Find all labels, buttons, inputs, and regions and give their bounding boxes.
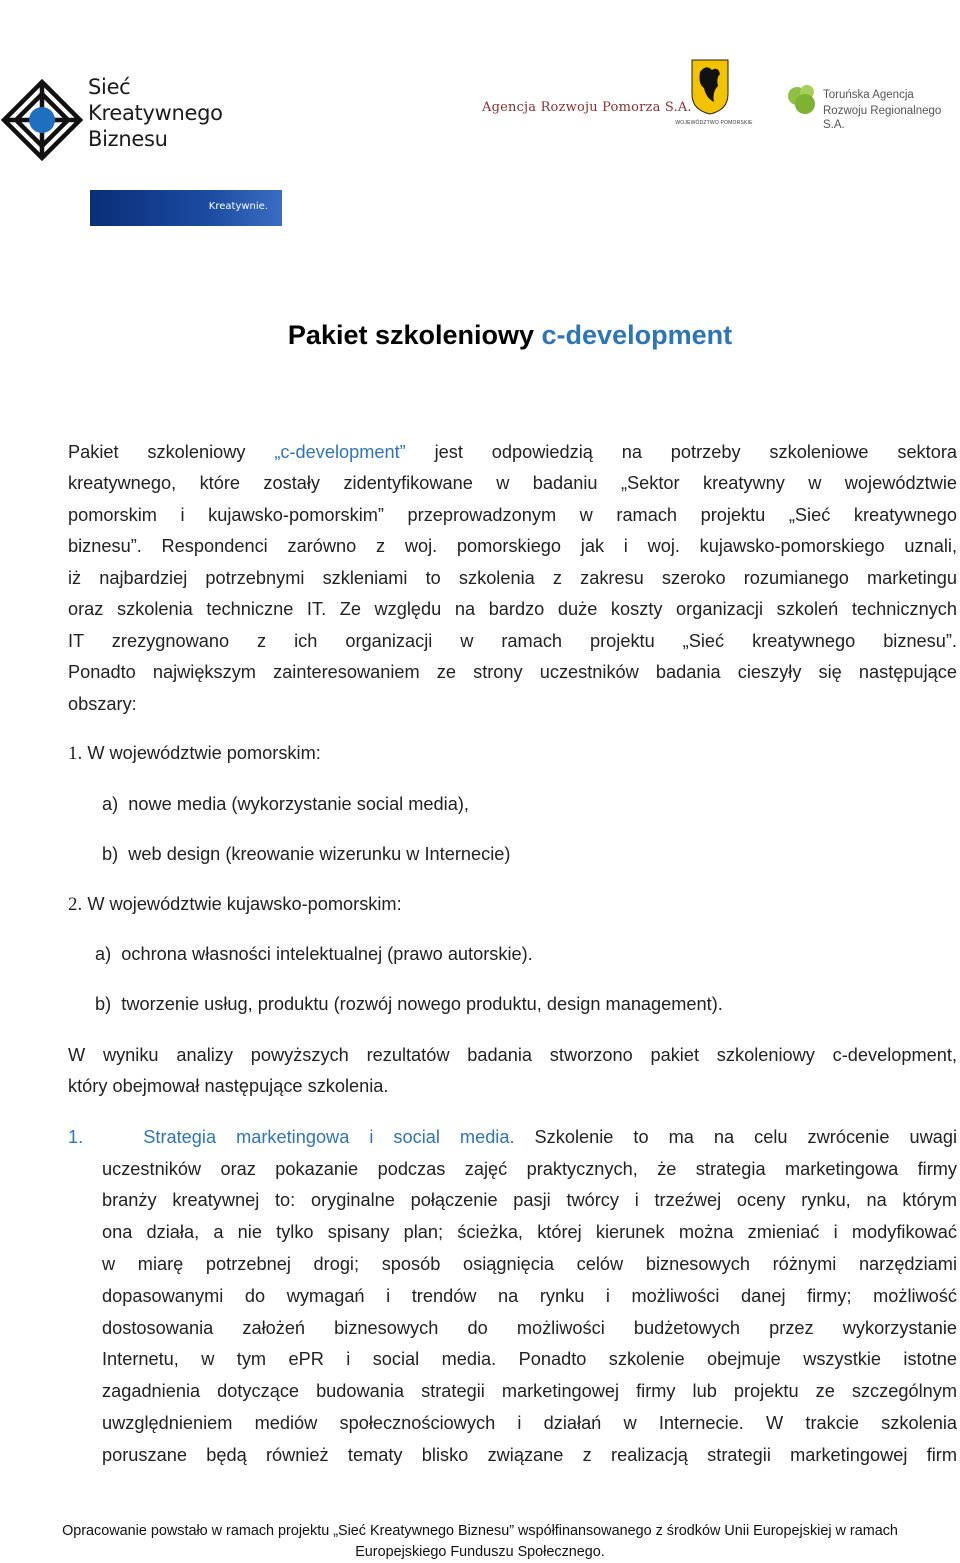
training-line: poruszane będą również tematy blisko związane z realizacją strategii marketingowej firm bbox=[102, 1445, 957, 1465]
intro-line: obszary: bbox=[68, 694, 137, 714]
region-heading-text: W województwie pomorskim: bbox=[87, 743, 321, 763]
training-number: 1. bbox=[68, 1127, 84, 1147]
intro-text: jest odpowiedzią na potrzeby szkoleniowe sektora bbox=[405, 442, 957, 462]
intro-line: Ponadto największym zainteresowaniem ze strony uczestników badania cieszyły się następujące bbox=[68, 662, 957, 682]
summary-line: który obejmował następujące szkolenia. bbox=[68, 1076, 389, 1096]
training-line: Internetu, w tym ePR i social media. Ponadto szkolenie obejmuje wszystkie istotne bbox=[102, 1349, 957, 1369]
region-item bbox=[102, 792, 960, 816]
kreatywnie-banner bbox=[90, 190, 282, 226]
tarr-logo-line2: Rozwoju Regionalnego S.A. bbox=[823, 105, 942, 131]
intro-line: oraz szkolenia techniczne IT. Ze względu na bardzo duże koszty organizacji szkoleń technicznych bbox=[68, 599, 957, 619]
intro-text: Pakiet szkoleniowy bbox=[68, 442, 275, 462]
region-item bbox=[102, 842, 960, 866]
region-heading bbox=[68, 892, 957, 917]
training-first-line bbox=[68, 1125, 957, 1149]
training-line: zagadnienia dotyczące budowania strategii marketingowej firmy lub projektu ze szczególnym bbox=[102, 1381, 957, 1401]
kreatywnie-tag: Kreatywnie. bbox=[208, 201, 268, 212]
tarr-logo-line1: Toruńska Agencja bbox=[823, 89, 914, 101]
training-line: ona działa, a nie tylko spisany plan; ścieżka, której kierunek można zmieniać i modyfikować bbox=[102, 1222, 957, 1242]
griffin-crest-icon bbox=[690, 58, 730, 116]
siec-logo-line1: Sieć bbox=[88, 75, 131, 99]
item-letter: a) bbox=[102, 794, 119, 814]
intro-line bbox=[68, 440, 957, 464]
siec-logo-line3: Biznesu bbox=[88, 127, 168, 151]
page-title bbox=[0, 320, 960, 351]
summary-line: W wyniku analizy powyższych rezultatów badania stworzono pakiet szkoleniowy c-development, bbox=[68, 1045, 957, 1065]
region-item bbox=[95, 942, 960, 966]
training-line: dopasowanymi do wymagań i trendów na rynku i możliwości danej firmy; możliwość bbox=[102, 1286, 957, 1306]
region-number: 1. bbox=[68, 743, 83, 764]
training-text: Szkolenie to ma na celu zwrócenie uwagi bbox=[514, 1127, 957, 1147]
item-letter: b) bbox=[102, 844, 119, 864]
item-text: web design (kreowanie wizerunku w Internecie) bbox=[128, 844, 511, 864]
siec-kreatywnego-biznesu-logo bbox=[0, 62, 230, 172]
intro-line: kreatywnego, które zostały zidentyfikowane w badaniu „Sektor kreatywny w województwie bbox=[68, 473, 957, 493]
intro-line: IT zrezygnowano z ich organizacji w ramach projektu „Sieć kreatywnego biznesu”. bbox=[68, 631, 957, 651]
intro-line: biznesu”. Respondenci zarówno z woj. pomorskiego jak i woj. kujawsko-pomorskiego uznali, bbox=[68, 536, 957, 556]
intro-line: pomorskim i kujawsko-pomorskim” przeprowadzonym w ramach projektu „Sieć kreatywnego bbox=[68, 505, 957, 525]
training-line: uczestników oraz pokazanie podczas zajęć praktycznych, że strategia marketingowa firmy bbox=[102, 1159, 957, 1179]
region-heading-text: W województwie kujawsko-pomorskim: bbox=[87, 894, 402, 914]
arp-logo-text: Agencja Rozwoju Pomorza S.A. bbox=[482, 100, 692, 115]
tarr-logo bbox=[785, 78, 960, 131]
wojewodztwo-pomorskie-logo bbox=[675, 58, 753, 128]
footer-line1: Opracowanie powstało w ramach projektu „Sieć Kreatywnego Biznesu” współfinansowanego z środków Unii Europejskiej w ramach bbox=[62, 1523, 898, 1539]
training-line: w miarę potrzebnej drogi; sposób osiągnięcia celów biznesowych różnymi narzędziami bbox=[102, 1254, 957, 1274]
woj-logo-text: WOJEWÓDZTWO POMORSKIE bbox=[675, 120, 753, 126]
intro-highlight: „c-development” bbox=[274, 442, 406, 462]
item-text: nowe media (wykorzystanie social media), bbox=[128, 794, 469, 814]
footer-line2: Europejskiego Funduszu Społecznego. bbox=[355, 1544, 605, 1560]
region-heading bbox=[68, 741, 957, 766]
item-letter: a) bbox=[95, 944, 112, 964]
siec-logo-icon bbox=[0, 78, 84, 162]
item-letter: b) bbox=[95, 994, 112, 1014]
siec-logo-line2: Kreatywnego bbox=[88, 101, 223, 125]
arp-logo bbox=[482, 98, 692, 116]
training-line: uwzględnieniem mediów społecznościowych i działań w Internecie. W trakcie szkolenia bbox=[102, 1413, 957, 1433]
training-line: dostosowania założeń biznesowych do możliwości budżetowych przez wykorzystanie bbox=[102, 1318, 957, 1338]
training-line: branży kreatywnej to: oryginalne połączenie pasji twórcy i trzeźwej oceny rynku, na którym bbox=[102, 1190, 957, 1210]
region-item bbox=[95, 992, 960, 1016]
page-title-highlight: c-development bbox=[541, 320, 733, 350]
training-title: Strategia marketingowa i social media. bbox=[143, 1127, 515, 1147]
tarr-leaf-icon bbox=[785, 82, 821, 118]
intro-line: iż najbardziej potrzebnymi szkleniami to szkolenia z zakresu szeroko rozumianego marketingu bbox=[68, 568, 957, 588]
page-title-prefix: Pakiet szkoleniowy bbox=[287, 320, 542, 350]
item-text: ochrona własności intelektualnej (prawo autorskie). bbox=[121, 944, 533, 964]
region-number: 2. bbox=[68, 894, 83, 915]
item-text: tworzenie usług, produktu (rozwój nowego produktu, design management). bbox=[121, 994, 723, 1014]
